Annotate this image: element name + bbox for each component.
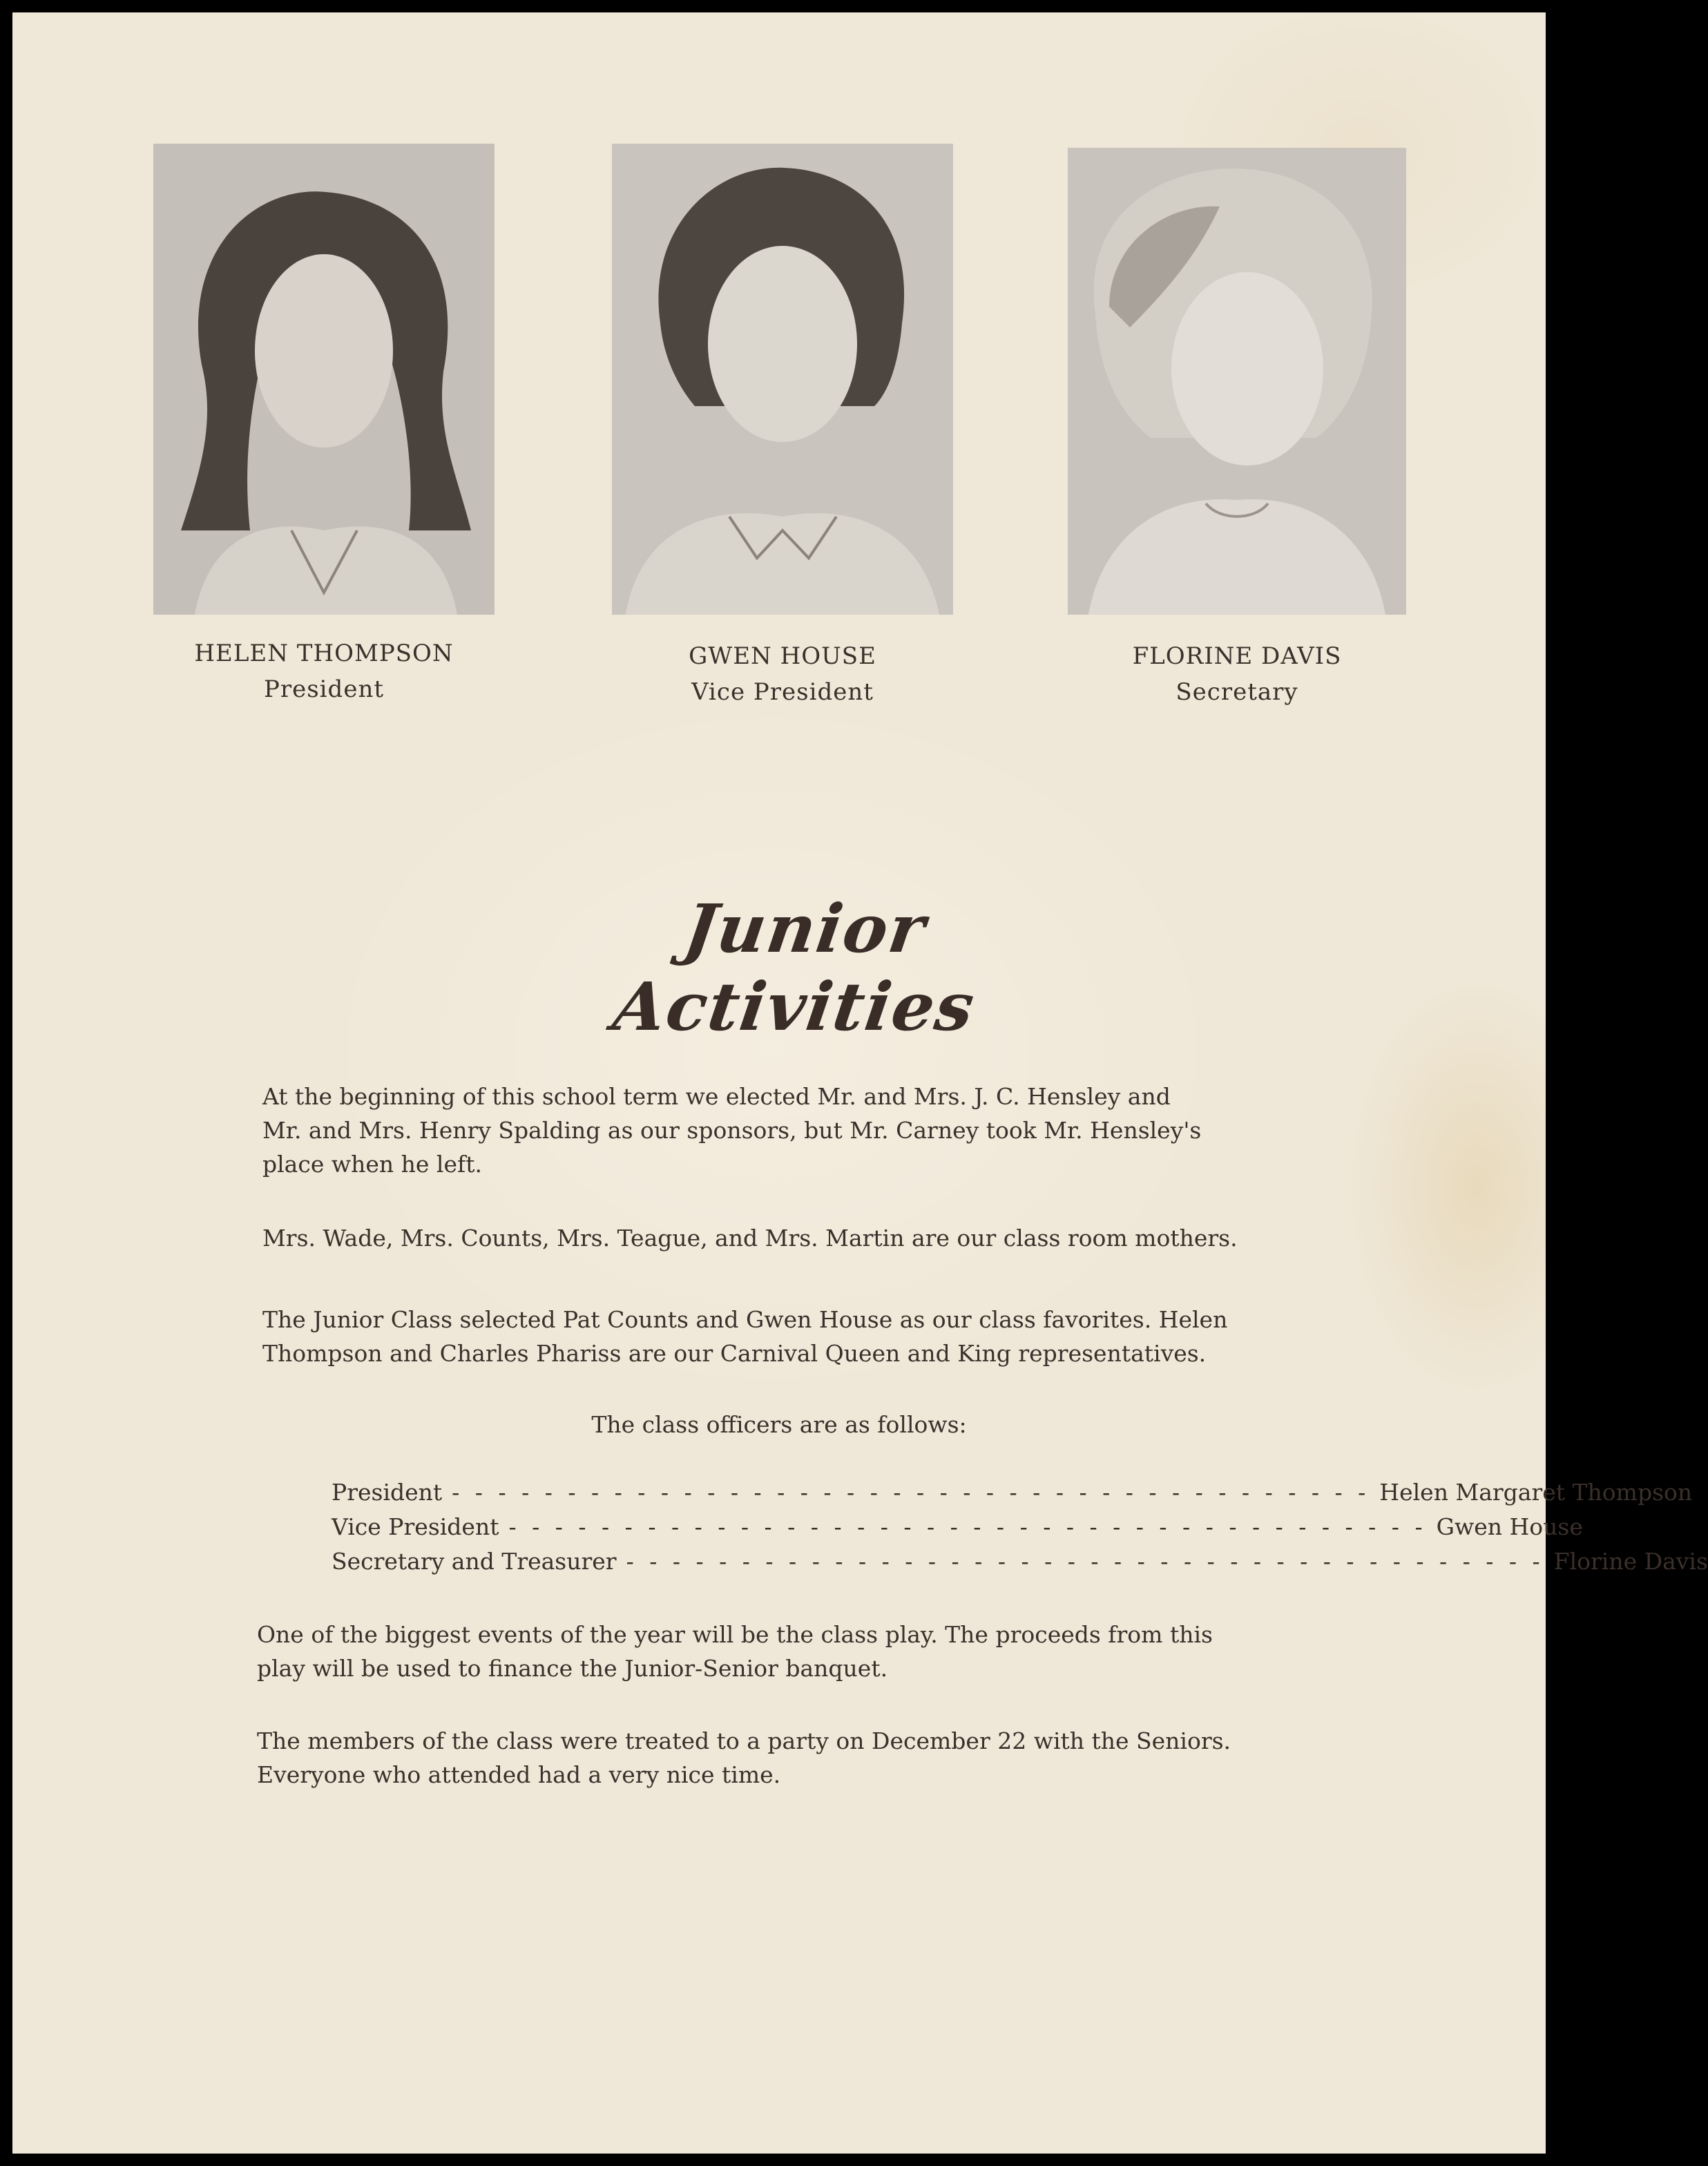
office-holder: Gwen House — [1436, 1513, 1583, 1540]
office-holder: Helen Margaret Thompson — [1379, 1479, 1693, 1506]
text-line: The members of the class were treated to a party on December 22 with the Seniors. — [257, 1727, 1231, 1754]
officer-row — [332, 1510, 1583, 1544]
dot-leader: - - - - - - - - - - - - - - - - - - - - - - - - - - - - - - - - - - - - - - - - — [452, 1479, 1370, 1506]
photo-florine-davis — [1068, 148, 1406, 615]
dot-leader: - - - - - - - - - - - - - - - - - - - - - - - - - - - - - - - - - - - - - - - - — [626, 1548, 1544, 1575]
text-line: Mr. and Mrs. Henry Spalding as our sponsors, but Mr. Carney took Mr. Hensley's — [262, 1117, 1202, 1144]
paragraph-sponsors — [262, 1080, 1201, 1181]
text-line: Thompson and Charles Phariss are our Carnival Queen and King representatives. — [262, 1340, 1207, 1367]
officer-role: President — [263, 675, 385, 703]
officer-name: HELEN THOMPSON — [194, 640, 454, 667]
officer-list — [332, 1475, 1708, 1579]
text-line: At the beginning of this school term we elected Mr. and Mrs. J. C. Hensley and — [262, 1083, 1171, 1110]
paragraph-class-play — [257, 1618, 1213, 1685]
officer-row — [332, 1475, 1693, 1510]
photo-gwen-house — [612, 144, 953, 615]
office-title: Vice President — [332, 1513, 499, 1540]
officer-name: GWEN HOUSE — [689, 642, 876, 670]
office-title: President — [332, 1479, 443, 1506]
text-line: The Junior Class selected Pat Counts and Gwen House as our class favorites. Helen — [262, 1306, 1228, 1333]
officer-role: Secretary — [1176, 678, 1298, 706]
officer-role: Vice President — [691, 678, 874, 706]
photo-helen-thompson — [153, 144, 495, 615]
paragraph-party — [257, 1724, 1231, 1792]
photo-caption-florine — [1068, 638, 1406, 710]
paragraph-favorites — [262, 1303, 1227, 1370]
portrait-image — [153, 144, 495, 615]
office-title: Secretary and Treasurer — [332, 1548, 617, 1575]
text-line: Mrs. Wade, Mrs. Counts, Mrs. Teague, and Mrs. Martin are our class room mothers. — [262, 1225, 1238, 1252]
text-line: Everyone who attended had a very nice time. — [257, 1761, 781, 1788]
officer-row — [332, 1544, 1708, 1579]
text-line: play will be used to finance the Junior-Senior banquet. — [257, 1655, 888, 1682]
dot-leader: - - - - - - - - - - - - - - - - - - - - - - - - - - - - - - - - - - - - - - - - — [508, 1513, 1427, 1540]
photo-caption-gwen — [612, 638, 953, 710]
officer-name: FLORINE DAVIS — [1132, 642, 1342, 670]
page-title: Junior Activities — [608, 890, 980, 1046]
office-holder: Florine Davis — [1553, 1548, 1708, 1575]
portrait-image — [1068, 148, 1406, 615]
photo-caption-helen — [153, 635, 495, 707]
text-line: place when he left. — [262, 1151, 482, 1178]
officers-intro: The class officers are as follows: — [591, 1411, 967, 1438]
portrait-image — [612, 144, 953, 615]
text-line: One of the biggest events of the year will be the class play. The proceeds from this — [257, 1621, 1213, 1648]
paragraph-room-mothers — [262, 1221, 1238, 1255]
yearbook-page — [12, 12, 1708, 2154]
